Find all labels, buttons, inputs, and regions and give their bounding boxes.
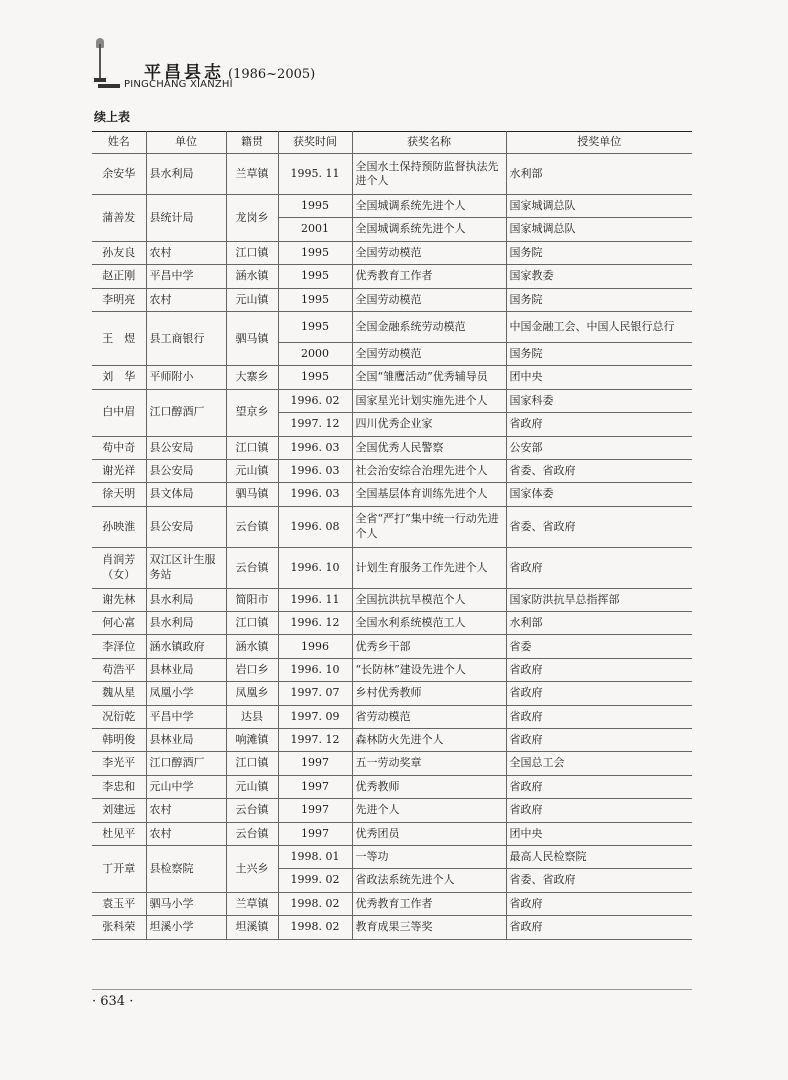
award-time-cell: 1997. 12 bbox=[278, 729, 352, 752]
unit-cell: 县林业局 bbox=[146, 658, 226, 681]
table-row bbox=[92, 588, 692, 611]
award-title-cell: 全国城调系统先进个人 bbox=[352, 195, 506, 218]
grantor-cell: 全国总工会 bbox=[506, 752, 692, 775]
origin-cell: 岩口乡 bbox=[226, 658, 278, 681]
award-title-cell: 国家星光计划实施先进个人 bbox=[352, 389, 506, 412]
award-time-cell: 1997 bbox=[278, 799, 352, 822]
origin-cell: 云台镇 bbox=[226, 822, 278, 845]
award-title-cell: 乡村优秀教师 bbox=[352, 682, 506, 705]
name-cell: 李光平 bbox=[92, 752, 146, 775]
unit-cell: 农村 bbox=[146, 288, 226, 311]
column-header: 授奖单位 bbox=[506, 132, 692, 154]
grantor-cell: 省委、省政府 bbox=[506, 506, 692, 547]
name-cell: 况衍乾 bbox=[92, 705, 146, 728]
award-time-cell: 1996. 03 bbox=[278, 436, 352, 459]
unit-cell: 县水利局 bbox=[146, 154, 226, 195]
pen-logo-icon bbox=[96, 38, 104, 82]
award-title-cell: 全国水利系统模范工人 bbox=[352, 612, 506, 635]
unit-cell: 县文体局 bbox=[146, 483, 226, 506]
unit-cell: 县统计局 bbox=[146, 195, 226, 242]
origin-cell: 元山镇 bbox=[226, 459, 278, 482]
award-title-cell: 计划生育服务工作先进个人 bbox=[352, 547, 506, 588]
book-years: (1986~2005) bbox=[228, 67, 316, 82]
unit-cell: 农村 bbox=[146, 799, 226, 822]
origin-cell: 土兴乡 bbox=[226, 845, 278, 892]
name-cell: 徐天明 bbox=[92, 483, 146, 506]
unit-cell: 江口醇酒厂 bbox=[146, 752, 226, 775]
origin-cell: 响滩镇 bbox=[226, 729, 278, 752]
name-cell: 丁开章 bbox=[92, 845, 146, 892]
name-cell: 刘建远 bbox=[92, 799, 146, 822]
name-cell: 肖润芳（女） bbox=[92, 547, 146, 588]
table-body bbox=[92, 154, 692, 940]
name-cell: 谢先林 bbox=[92, 588, 146, 611]
origin-cell: 望京乡 bbox=[226, 389, 278, 436]
continued-label: 续上表 bbox=[94, 110, 131, 124]
award-title-cell: 全国劳动模范 bbox=[352, 288, 506, 311]
award-time-cell: 1995 bbox=[278, 366, 352, 389]
grantor-cell: 国家教委 bbox=[506, 265, 692, 288]
table-row bbox=[92, 288, 692, 311]
grantor-cell: 国家防洪抗旱总指挥部 bbox=[506, 588, 692, 611]
page-number: · 634 · bbox=[92, 994, 134, 1009]
table-row bbox=[92, 845, 692, 868]
table-row bbox=[92, 547, 692, 588]
unit-cell: 县水利局 bbox=[146, 588, 226, 611]
origin-cell: 兰草镇 bbox=[226, 154, 278, 195]
award-title-cell: 全国优秀人民警察 bbox=[352, 436, 506, 459]
award-time-cell: 1996. 10 bbox=[278, 547, 352, 588]
grantor-cell: 国家科委 bbox=[506, 389, 692, 412]
table-row bbox=[92, 459, 692, 482]
award-title-cell: 五一劳动奖章 bbox=[352, 752, 506, 775]
column-header: 获奖名称 bbox=[352, 132, 506, 154]
name-cell: 白中眉 bbox=[92, 389, 146, 436]
table-row bbox=[92, 195, 692, 218]
grantor-cell: 公安部 bbox=[506, 436, 692, 459]
unit-cell: 县检察院 bbox=[146, 845, 226, 892]
award-time-cell: 1995 bbox=[278, 241, 352, 264]
book-subtitle: PINGCHANG XIANZHI bbox=[124, 79, 233, 90]
award-title-cell: 全国“雏鹰活动”优秀辅导员 bbox=[352, 366, 506, 389]
unit-cell: 元山中学 bbox=[146, 775, 226, 798]
award-time-cell: 1996. 02 bbox=[278, 389, 352, 412]
unit-cell: 江口醇酒厂 bbox=[146, 389, 226, 436]
award-title-cell: 四川优秀企业家 bbox=[352, 413, 506, 436]
name-cell: 苟中奇 bbox=[92, 436, 146, 459]
name-cell: 刘 华 bbox=[92, 366, 146, 389]
name-cell: 赵正刚 bbox=[92, 265, 146, 288]
award-title-cell: 教育成果三等奖 bbox=[352, 916, 506, 939]
name-cell: 苟浩平 bbox=[92, 658, 146, 681]
unit-cell: 县工商银行 bbox=[146, 311, 226, 365]
grantor-cell: 省委、省政府 bbox=[506, 869, 692, 892]
unit-cell: 县公安局 bbox=[146, 436, 226, 459]
grantor-cell: 省政府 bbox=[506, 799, 692, 822]
unit-cell: 农村 bbox=[146, 822, 226, 845]
grantor-cell: 团中央 bbox=[506, 366, 692, 389]
running-header bbox=[92, 30, 712, 94]
award-time-cell: 1995 bbox=[278, 195, 352, 218]
table-row bbox=[92, 916, 692, 939]
table-row bbox=[92, 752, 692, 775]
table-row bbox=[92, 154, 692, 195]
award-title-cell: 全国金融系统劳动模范 bbox=[352, 311, 506, 342]
award-time-cell: 1998. 02 bbox=[278, 916, 352, 939]
award-title-cell: 省政法系统先进个人 bbox=[352, 869, 506, 892]
award-time-cell: 1998. 01 bbox=[278, 845, 352, 868]
name-cell: 韩明俊 bbox=[92, 729, 146, 752]
awards-table bbox=[92, 131, 692, 940]
grantor-cell: 国家体委 bbox=[506, 483, 692, 506]
award-title-cell: 森林防火先进个人 bbox=[352, 729, 506, 752]
table-row bbox=[92, 822, 692, 845]
award-title-cell: 全省“严打”集中统一行动先进个人 bbox=[352, 506, 506, 547]
grantor-cell: 国务院 bbox=[506, 342, 692, 365]
grantor-cell: 省政府 bbox=[506, 547, 692, 588]
grantor-cell: 省委、省政府 bbox=[506, 459, 692, 482]
name-cell: 李忠和 bbox=[92, 775, 146, 798]
award-title-cell: 先进个人 bbox=[352, 799, 506, 822]
award-title-cell: 社会治安综合治理先进个人 bbox=[352, 459, 506, 482]
award-time-cell: 2000 bbox=[278, 342, 352, 365]
award-title-cell: 全国抗洪抗旱模范个人 bbox=[352, 588, 506, 611]
award-title-cell: 全国劳动模范 bbox=[352, 342, 506, 365]
award-title-cell: “长防林”建设先进个人 bbox=[352, 658, 506, 681]
award-time-cell: 1995. 11 bbox=[278, 154, 352, 195]
award-time-cell: 1997 bbox=[278, 822, 352, 845]
grantor-cell: 最高人民检察院 bbox=[506, 845, 692, 868]
unit-cell: 平昌中学 bbox=[146, 265, 226, 288]
table-row bbox=[92, 658, 692, 681]
award-time-cell: 1996. 03 bbox=[278, 459, 352, 482]
table-row bbox=[92, 729, 692, 752]
column-header: 姓名 bbox=[92, 132, 146, 154]
name-cell: 李明亮 bbox=[92, 288, 146, 311]
grantor-cell: 国家城调总队 bbox=[506, 218, 692, 241]
award-time-cell: 1996 bbox=[278, 635, 352, 658]
unit-cell: 平师附小 bbox=[146, 366, 226, 389]
table-row bbox=[92, 612, 692, 635]
origin-cell: 大寨乡 bbox=[226, 366, 278, 389]
book-title-text: 平昌县志 bbox=[144, 63, 224, 83]
grantor-cell: 省政府 bbox=[506, 413, 692, 436]
name-cell: 孙友良 bbox=[92, 241, 146, 264]
origin-cell: 凤凰乡 bbox=[226, 682, 278, 705]
name-cell: 余安华 bbox=[92, 154, 146, 195]
origin-cell: 元山镇 bbox=[226, 288, 278, 311]
award-title-cell: 优秀教师 bbox=[352, 775, 506, 798]
origin-cell: 兰草镇 bbox=[226, 892, 278, 915]
award-title-cell: 全国城调系统先进个人 bbox=[352, 218, 506, 241]
table-row bbox=[92, 682, 692, 705]
name-cell: 魏从星 bbox=[92, 682, 146, 705]
grantor-cell: 省政府 bbox=[506, 658, 692, 681]
award-time-cell: 2001 bbox=[278, 218, 352, 241]
grantor-cell: 国务院 bbox=[506, 241, 692, 264]
name-cell: 杜见平 bbox=[92, 822, 146, 845]
grantor-cell: 省政府 bbox=[506, 705, 692, 728]
table-row bbox=[92, 241, 692, 264]
award-title-cell: 省劳动模范 bbox=[352, 705, 506, 728]
origin-cell: 龙岗乡 bbox=[226, 195, 278, 242]
column-header: 获奖时间 bbox=[278, 132, 352, 154]
origin-cell: 元山镇 bbox=[226, 775, 278, 798]
name-cell: 张科荣 bbox=[92, 916, 146, 939]
unit-cell: 农村 bbox=[146, 241, 226, 264]
origin-cell: 驷马镇 bbox=[226, 483, 278, 506]
grantor-cell: 团中央 bbox=[506, 822, 692, 845]
unit-cell: 涵水镇政府 bbox=[146, 635, 226, 658]
award-time-cell: 1997 bbox=[278, 775, 352, 798]
table-row bbox=[92, 892, 692, 915]
award-title-cell: 优秀团员 bbox=[352, 822, 506, 845]
origin-cell: 达县 bbox=[226, 705, 278, 728]
subtitle-bar bbox=[98, 84, 120, 88]
grantor-cell: 省委 bbox=[506, 635, 692, 658]
unit-cell: 县公安局 bbox=[146, 506, 226, 547]
grantor-cell: 省政府 bbox=[506, 916, 692, 939]
name-cell: 何心富 bbox=[92, 612, 146, 635]
award-time-cell: 1995 bbox=[278, 288, 352, 311]
grantor-cell: 省政府 bbox=[506, 682, 692, 705]
grantor-cell: 省政府 bbox=[506, 775, 692, 798]
award-title-cell: 全国劳动模范 bbox=[352, 241, 506, 264]
grantor-cell: 国务院 bbox=[506, 288, 692, 311]
origin-cell: 云台镇 bbox=[226, 506, 278, 547]
origin-cell: 涵水镇 bbox=[226, 635, 278, 658]
column-header: 单位 bbox=[146, 132, 226, 154]
unit-cell: 县水利局 bbox=[146, 612, 226, 635]
table-row bbox=[92, 483, 692, 506]
unit-cell: 驷马小学 bbox=[146, 892, 226, 915]
grantor-cell: 省政府 bbox=[506, 729, 692, 752]
origin-cell: 江口镇 bbox=[226, 436, 278, 459]
name-cell: 袁玉平 bbox=[92, 892, 146, 915]
grantor-cell: 水利部 bbox=[506, 612, 692, 635]
table-row bbox=[92, 775, 692, 798]
table-header-row bbox=[92, 132, 692, 154]
table-row bbox=[92, 436, 692, 459]
table-row bbox=[92, 389, 692, 412]
name-cell: 蒲善发 bbox=[92, 195, 146, 242]
name-cell: 李泽位 bbox=[92, 635, 146, 658]
table-row bbox=[92, 366, 692, 389]
name-cell: 孙映淮 bbox=[92, 506, 146, 547]
origin-cell: 坦溪镇 bbox=[226, 916, 278, 939]
award-title-cell: 全国水土保持预防监督执法先进个人 bbox=[352, 154, 506, 195]
origin-cell: 驷马镇 bbox=[226, 311, 278, 365]
award-time-cell: 1997. 07 bbox=[278, 682, 352, 705]
award-title-cell: 优秀乡干部 bbox=[352, 635, 506, 658]
award-title-cell: 优秀教育工作者 bbox=[352, 892, 506, 915]
grantor-cell: 省政府 bbox=[506, 892, 692, 915]
table-row bbox=[92, 799, 692, 822]
award-time-cell: 1997. 09 bbox=[278, 705, 352, 728]
book-subtitle-line bbox=[92, 79, 332, 93]
name-cell: 谢光祥 bbox=[92, 459, 146, 482]
footer-rule bbox=[92, 989, 692, 990]
grantor-cell: 国家城调总队 bbox=[506, 195, 692, 218]
origin-cell: 云台镇 bbox=[226, 547, 278, 588]
award-time-cell: 1997. 12 bbox=[278, 413, 352, 436]
unit-cell: 县公安局 bbox=[146, 459, 226, 482]
award-time-cell: 1999. 02 bbox=[278, 869, 352, 892]
award-time-cell: 1996. 12 bbox=[278, 612, 352, 635]
award-time-cell: 1996. 08 bbox=[278, 506, 352, 547]
origin-cell: 涵水镇 bbox=[226, 265, 278, 288]
unit-cell: 双江区计生服务站 bbox=[146, 547, 226, 588]
table-row bbox=[92, 506, 692, 547]
award-time-cell: 1995 bbox=[278, 265, 352, 288]
column-header: 籍贯 bbox=[226, 132, 278, 154]
unit-cell: 县林业局 bbox=[146, 729, 226, 752]
table-row bbox=[92, 705, 692, 728]
award-time-cell: 1998. 02 bbox=[278, 892, 352, 915]
award-time-cell: 1996. 03 bbox=[278, 483, 352, 506]
award-time-cell: 1995 bbox=[278, 311, 352, 342]
unit-cell: 坦溪小学 bbox=[146, 916, 226, 939]
award-title-cell: 优秀教育工作者 bbox=[352, 265, 506, 288]
table-row bbox=[92, 311, 692, 342]
name-cell: 王 煜 bbox=[92, 311, 146, 365]
award-time-cell: 1996. 11 bbox=[278, 588, 352, 611]
award-title-cell: 一等功 bbox=[352, 845, 506, 868]
table-row bbox=[92, 635, 692, 658]
table-row bbox=[92, 265, 692, 288]
grantor-cell: 水利部 bbox=[506, 154, 692, 195]
award-time-cell: 1997 bbox=[278, 752, 352, 775]
origin-cell: 江口镇 bbox=[226, 612, 278, 635]
award-title-cell: 全国基层体育训练先进个人 bbox=[352, 483, 506, 506]
origin-cell: 简阳市 bbox=[226, 588, 278, 611]
origin-cell: 云台镇 bbox=[226, 799, 278, 822]
origin-cell: 江口镇 bbox=[226, 752, 278, 775]
award-time-cell: 1996. 10 bbox=[278, 658, 352, 681]
unit-cell: 平昌中学 bbox=[146, 705, 226, 728]
unit-cell: 凤凰小学 bbox=[146, 682, 226, 705]
origin-cell: 江口镇 bbox=[226, 241, 278, 264]
grantor-cell: 中国金融工会、中国人民银行总行 bbox=[506, 311, 692, 342]
